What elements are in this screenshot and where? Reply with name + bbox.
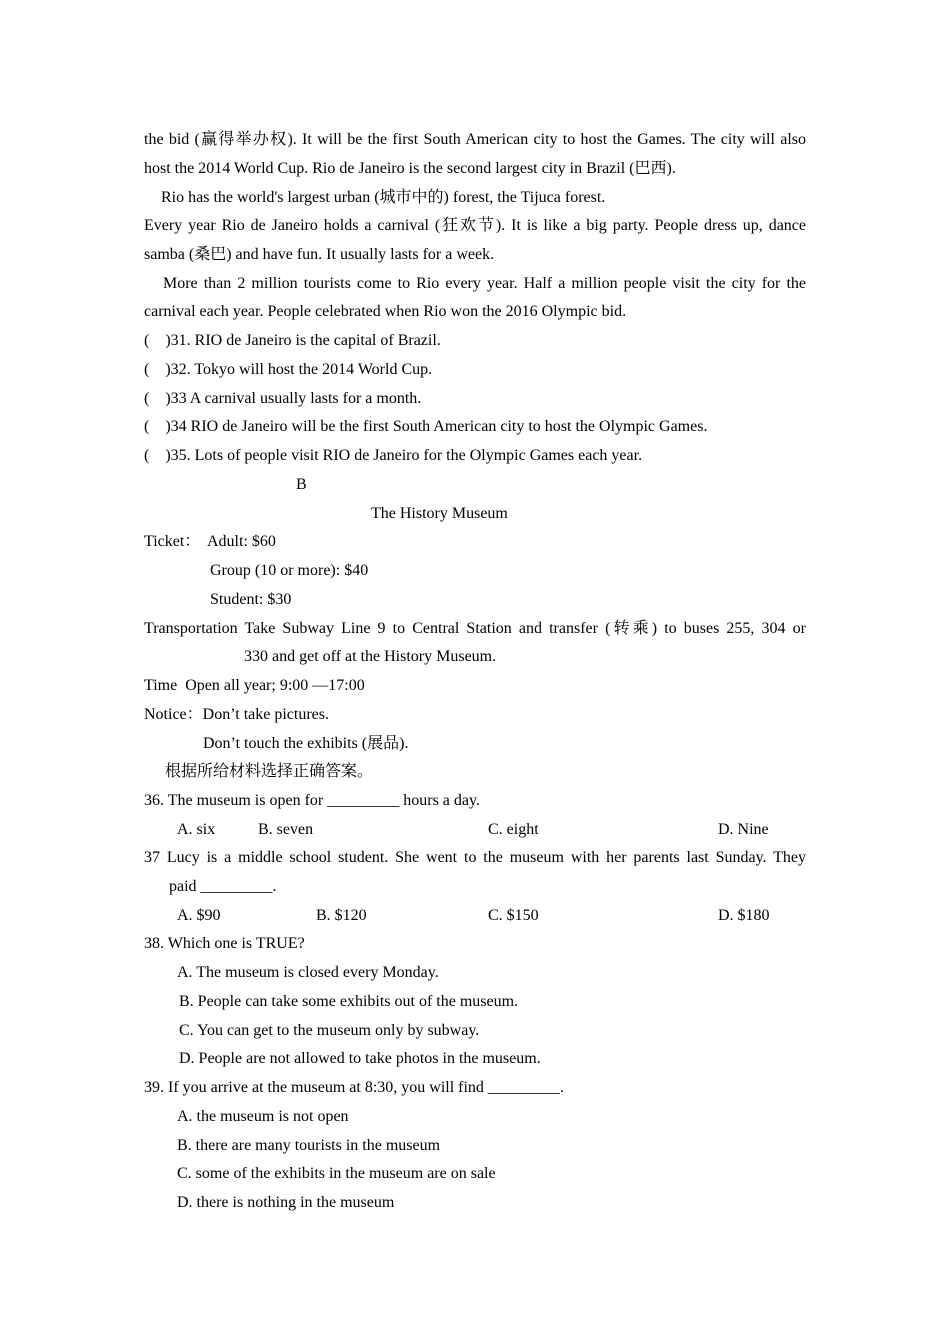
- notice-line-2: Don’t touch the exhibits (展品).: [203, 735, 409, 752]
- question-39-option-b: B. there are many tourists in the museum: [177, 1137, 441, 1154]
- question-36-option-a: A. six: [177, 821, 216, 838]
- question-38-option-b: B. People can take some exhibits out of the museum.: [179, 993, 519, 1010]
- question-36-option-d: D. Nine: [718, 821, 769, 838]
- notice-line-1: Notice：Don’t take pictures.: [144, 706, 329, 723]
- question-38-option-a: A. The museum is closed every Monday.: [177, 964, 439, 981]
- question-36-stem: 36. The museum is open for _________ hours a day.: [144, 792, 480, 809]
- question-37-option-d: D. $180: [718, 907, 770, 924]
- question-38-option-d: D. People are not allowed to take photos in the museum.: [179, 1050, 541, 1067]
- section-letter: B: [296, 476, 307, 493]
- question-37-option-b: B. $120: [316, 907, 367, 924]
- question-32: ( )32. Tokyo will host the 2014 World Cup.: [144, 361, 433, 378]
- passage-a-line-1: the bid (赢得举办权). It will be the first South American city to host the Games. The city will also: [144, 131, 806, 148]
- passage-a-line-2: host the 2014 World Cup. Rio de Janeiro is the second largest city in Brazil (巴西).: [144, 160, 676, 177]
- question-39-option-c: C. some of the exhibits in the museum are on sale: [177, 1165, 496, 1182]
- opening-time: Time Open all year; 9:00 —17:00: [144, 677, 365, 694]
- question-36-option-b: B. seven: [258, 821, 314, 838]
- question-33: ( )33 A carnival usually lasts for a month.: [144, 390, 422, 407]
- question-39-option-a: A. the museum is not open: [177, 1108, 349, 1125]
- question-37-stem-line-1: 37 Lucy is a middle school student. She went to the museum with her parents last Sunday. They: [144, 849, 806, 866]
- question-39-stem: 39. If you arrive at the museum at 8:30, you will find _________.: [144, 1079, 564, 1096]
- question-38-option-c: C. You can get to the museum only by subway.: [179, 1022, 480, 1039]
- question-37-option-c: C. $150: [488, 907, 539, 924]
- ticket-adult: Adult: $60: [207, 533, 276, 550]
- question-34: ( )34 RIO de Janeiro will be the first South American city to host the Olympic Games.: [144, 418, 708, 435]
- ticket-group: Group (10 or more): $40: [210, 562, 369, 579]
- passage-a-line-6: More than 2 million tourists come to Rio every year. Half a million people visit the city for the: [163, 275, 806, 292]
- question-39-option-d: D. there is nothing in the museum: [177, 1194, 395, 1211]
- ticket-label: Ticket：: [144, 533, 201, 550]
- passage-a-line-3: Rio has the world's largest urban (城市中的) forest, the Tijuca forest.: [161, 189, 606, 206]
- transportation-line-2: 330 and get off at the History Museum.: [244, 648, 497, 665]
- ticket-student: Student: $30: [210, 591, 292, 608]
- section-title: The History Museum: [371, 505, 508, 522]
- passage-a-line-7: carnival each year. People celebrated when Rio won the 2016 Olympic bid.: [144, 303, 627, 320]
- question-37-stem-line-2: paid _________.: [169, 878, 277, 895]
- question-37-option-a: A. $90: [177, 907, 221, 924]
- transportation-line-1: Transportation Take Subway Line 9 to Central Station and transfer (转乘) to buses 255, 304 or: [144, 620, 806, 637]
- question-38-stem: 38. Which one is TRUE?: [144, 935, 305, 952]
- passage-a-line-5: samba (桑巴) and have fun. It usually lasts for a week.: [144, 246, 495, 263]
- passage-a-line-4: Every year Rio de Janeiro holds a carnival (狂欢节). It is like a big party. People dress up, dance: [144, 217, 806, 234]
- question-31: ( )31. RIO de Janeiro is the capital of Brazil.: [144, 332, 441, 349]
- question-35: ( )35. Lots of people visit RIO de Janeiro for the Olympic Games each year.: [144, 447, 643, 464]
- question-36-option-c: C. eight: [488, 821, 539, 838]
- instruction: 根据所给材料选择正确答案。: [165, 763, 374, 780]
